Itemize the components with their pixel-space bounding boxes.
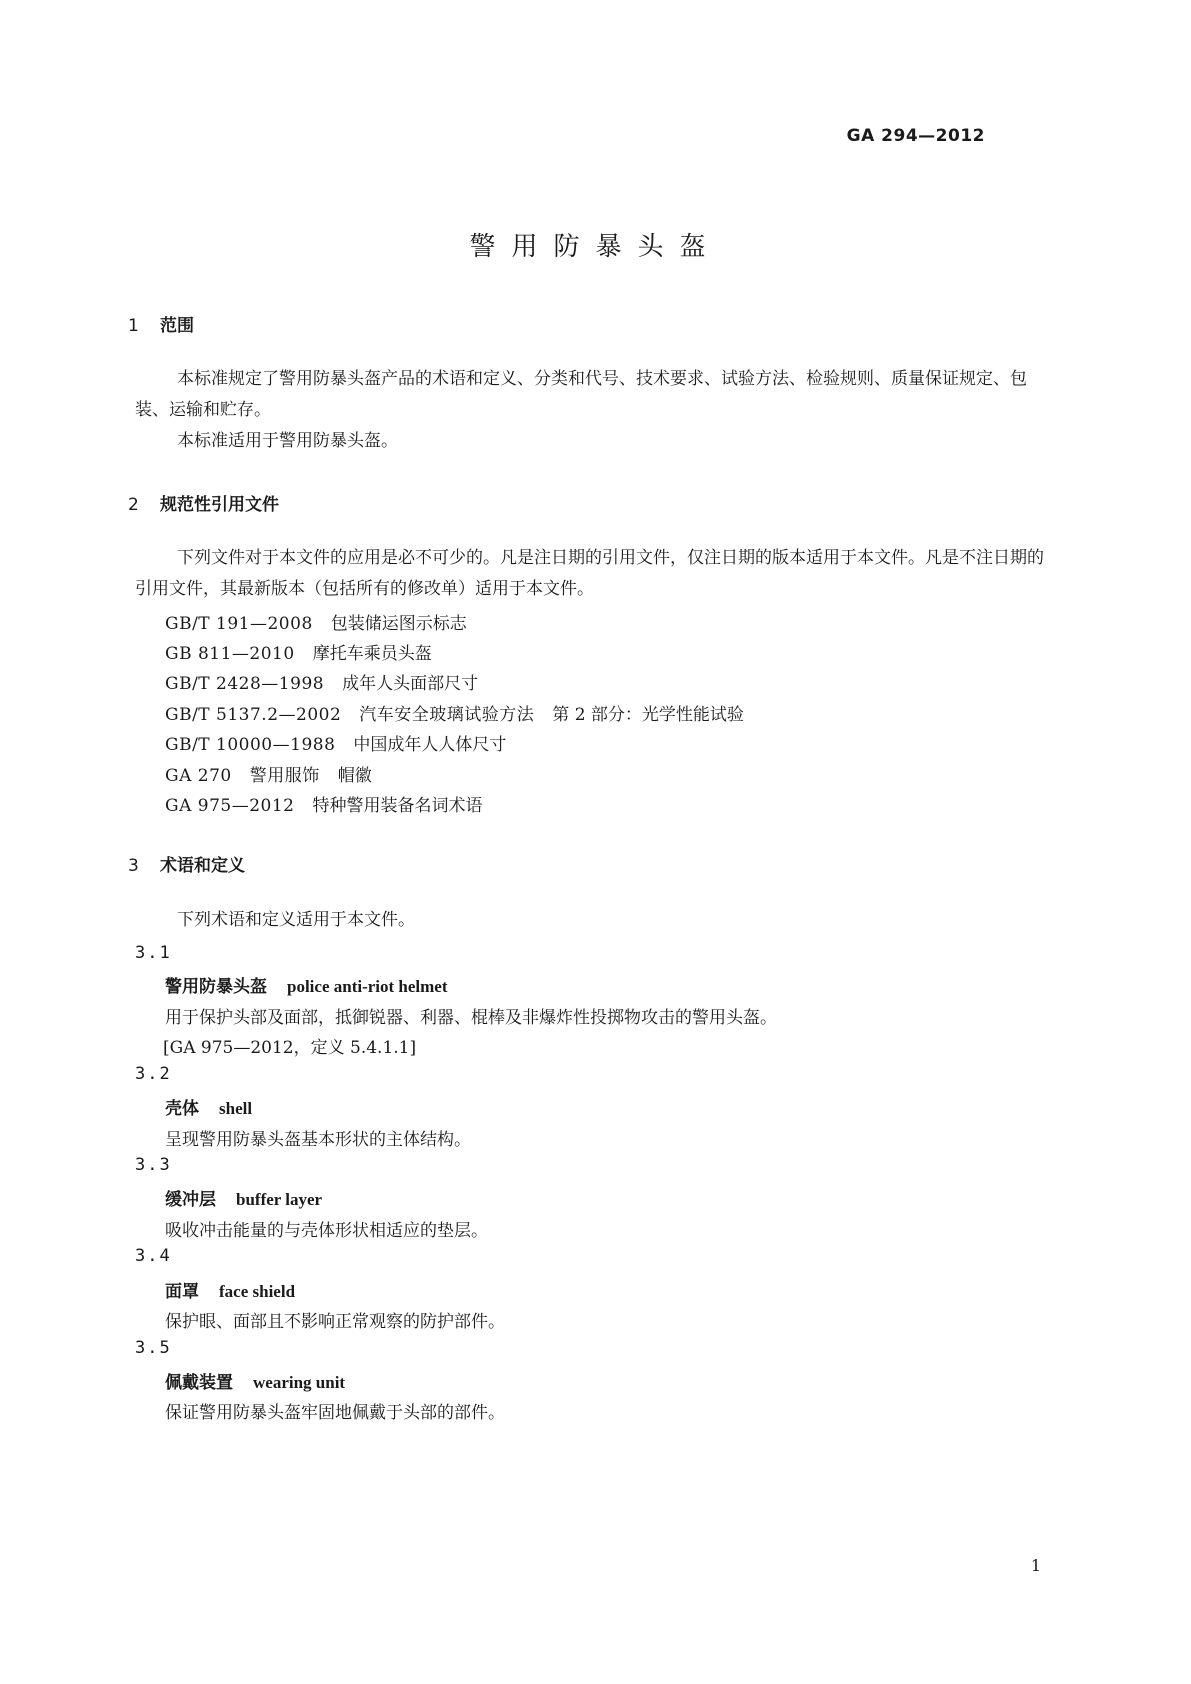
reference-item: [165, 609, 467, 634]
section-title: 规范性引用文件: [160, 495, 279, 515]
term-english: police anti-riot helmet: [287, 977, 448, 996]
reference-part: 帽徽: [337, 766, 372, 786]
terms-intro: 下列术语和定义适用于本文件。: [177, 910, 415, 930]
term-number: 3.4: [135, 1246, 172, 1266]
section-heading-1: [128, 311, 194, 336]
term-heading: [165, 1094, 252, 1119]
term-chinese: 警用防暴头盔: [165, 977, 267, 997]
reference-code: GA 270: [165, 766, 232, 786]
reference-title: 包装储运图示标志: [330, 614, 467, 634]
section-number: 1: [128, 316, 139, 336]
term-english: shell: [219, 1099, 253, 1118]
section-number: 2: [128, 495, 139, 515]
term-english: buffer layer: [236, 1190, 323, 1209]
references-intro: 下列文件对于本文件的应用是必不可少的。凡是注日期的引用文件，仅注日期的版本适用于本文件。凡是不注日期的引用文件，其最新版本（包括所有的修改单）适用于本文件。: [135, 548, 1044, 599]
term-definition: 保护眼、面部且不影响正常观察的防护部件。: [165, 1312, 505, 1332]
term-definition: 呈现警用防暴头盔基本形状的主体结构。: [165, 1130, 471, 1150]
document-code: GA 294—2012: [846, 126, 985, 146]
reference-item: [165, 700, 744, 725]
reference-title: 汽车安全玻璃试验方法: [359, 705, 535, 725]
reference-item: [165, 669, 478, 694]
term-number: 3.1: [135, 943, 172, 963]
term-number: 3.2: [135, 1064, 172, 1084]
reference-code: GB/T 10000—1988: [165, 735, 336, 755]
term-heading: [165, 1368, 345, 1393]
reference-item: [165, 730, 506, 755]
scope-paragraph-2: 本标准适用于警用防暴头盔。: [177, 431, 398, 451]
page-number: 1: [1030, 1556, 1041, 1575]
term-number: 3.5: [135, 1338, 172, 1358]
term-chinese: 壳体: [165, 1099, 199, 1119]
reference-item: [165, 791, 482, 816]
document-title: 警用防暴头盔: [469, 232, 722, 262]
term-heading: [165, 1185, 322, 1210]
section-heading-2: [128, 490, 279, 515]
reference-code: GB/T 5137.2—2002: [165, 705, 342, 725]
section-title: 术语和定义: [160, 856, 245, 876]
scope-paragraph-1: 本标准规定了警用防暴头盔产品的术语和定义、分类和代号、技术要求、试验方法、检验规则、质量保证规定、包装、运输和贮存。: [135, 369, 1027, 420]
reference-code: GB 811—2010: [165, 644, 295, 664]
term-chinese: 面罩: [165, 1282, 199, 1302]
term-definition: 用于保护头部及面部，抵御锐器、利器、棍棒及非爆炸性投掷物攻击的警用头盔。: [165, 1008, 777, 1028]
term-source: [GA 975—2012，定义 5.4.1.1]: [163, 1038, 417, 1058]
reference-item: [165, 639, 432, 664]
reference-code: GB/T 191—2008: [165, 614, 313, 634]
reference-title: 摩托车乘员头盔: [312, 644, 432, 664]
term-english: wearing unit: [253, 1373, 346, 1392]
reference-title: 特种警用装备名词术语: [312, 796, 483, 816]
reference-title: 成年人头面部尺寸: [342, 674, 479, 694]
term-chinese: 缓冲层: [165, 1190, 216, 1210]
section-number: 3: [128, 856, 139, 876]
section-heading-3: [128, 851, 245, 876]
term-chinese: 佩戴装置: [165, 1373, 233, 1393]
reference-code: GA 975—2012: [165, 796, 295, 816]
reference-title: 警用服饰: [249, 766, 320, 786]
reference-item: [165, 761, 372, 786]
reference-title: 中国成年人人体尺寸: [353, 735, 507, 755]
section-title: 范围: [160, 316, 194, 336]
term-heading: [165, 1277, 295, 1302]
term-number: 3.3: [135, 1155, 172, 1175]
reference-part: 第 2 部分：光学性能试验: [552, 705, 744, 725]
term-definition: 吸收冲击能量的与壳体形状相适应的垫层。: [165, 1221, 488, 1241]
term-heading: [165, 972, 448, 997]
term-english: face shield: [219, 1282, 296, 1301]
term-definition: 保证警用防暴头盔牢固地佩戴于头部的部件。: [165, 1403, 505, 1423]
reference-code: GB/T 2428—1998: [165, 674, 325, 694]
